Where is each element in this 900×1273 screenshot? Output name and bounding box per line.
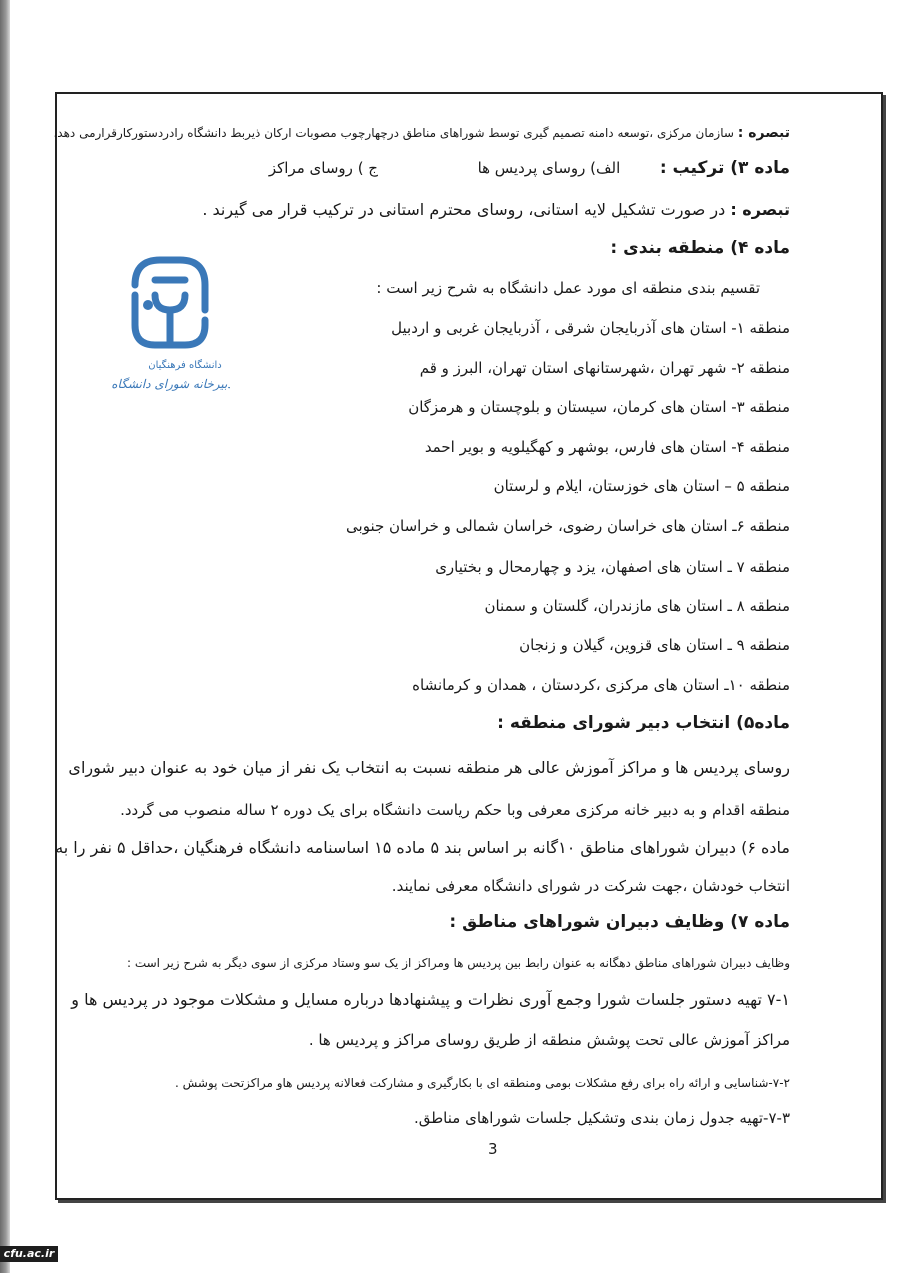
madeh-3 (269, 158, 790, 178)
region-item: منطقه ۵ – استان های خوزستان، ایلام و لرستان (493, 477, 790, 495)
footer-badge[interactable]: cfu.ac.ir (0, 1246, 58, 1262)
tabsareh-2 (202, 200, 790, 220)
tabsareh-2-text: در صورت تشکیل لایه استانی، روسای محترم استانی در ترکیب قرار می گیرند . (202, 200, 726, 219)
logo-text-line-2: دبیرخانه شورای دانشگاه (111, 377, 230, 391)
madeh-3-item-a: الف) روسای پردیس ها (477, 159, 621, 177)
region-item: منطقه ۲- شهر تهران ،شهرستانهای استان تهران، البرز و قم (419, 359, 790, 377)
madeh-7-item-3: ۷-۳-تهیه جدول زمان بندی وتشکیل جلسات شوراهای مناطق. (413, 1109, 790, 1127)
madeh-3-item-c: ج ) روسای مراکز (268, 159, 378, 177)
tabsareh-1 (53, 123, 790, 143)
madeh-6-line-2: انتخاب خودشان ،جهت شرکت در شورای دانشگاه معرفی نمایند. (391, 877, 790, 895)
madeh-7-intro: وظایف دبیران شوراهای مناطق دهگانه به عنوان رابط بین پردیس ها ومراکز از یک سو وستاد مرکزی از سوی دیگر به شرح زیر است : (126, 956, 790, 970)
madeh-7-item-1-line-2: مراکز آموزش عالی تحت پوشش منطقه از طریق روسای مراکز و پردیس ها . (308, 1031, 790, 1049)
madeh-4-title: ماده ۴) منطقه بندی : (610, 238, 790, 258)
tabsareh-1-label: تبصره : (737, 125, 790, 141)
region-item: منطقه ۱۰ـ استان های مرکزی ،کردستان ، همدان و کرمانشاه (412, 676, 790, 694)
page-number: 3 (488, 1140, 498, 1158)
region-item: منطقه ۱- استان های آذربایجان شرقی ، آذربایجان غربی و اردبیل (391, 319, 790, 337)
farhangian-university-logo-icon (110, 250, 230, 400)
region-item: منطقه ۹ ـ استان های قزوین، گیلان و زنجان (519, 636, 790, 654)
tabsareh-1-text: سازمان مرکزی ،توسعه دامنه تصمیم گیری توسط شوراهای مناطق درچهارچوب مصوبات ارکان ذیربط دانشگاه رادردستورکارقرارمی دهد. (53, 126, 734, 140)
region-item: منطقه ۷ ـ استان های اصفهان، یزد و چهارمحال و بختیاری (435, 558, 790, 576)
region-item: منطقه ۶ـ استان های خراسان رضوی، خراسان شمالی و خراسان جنوبی (346, 517, 790, 535)
madeh-5-line-1: روسای پردیس ها و مراکز آموزش عالی هر منطقه نسبت به انتخاب یک نفر از میان خود به عنوان دبیر شورای (68, 758, 790, 777)
madeh-7-item-1-line-1: ۷-۱ تهیه دستور جلسات شورا وجمع آوری نظرات و پیشنهادها درباره مسایل و مشکلات موجود در پردیس ها و (71, 990, 790, 1009)
madeh-5-title: ماده۵) انتخاب دبیر شورای منطقه : (497, 713, 790, 733)
madeh-4-intro: تقسیم بندی منطقه ای مورد عمل دانشگاه به شرح زیر است : (376, 279, 760, 297)
logo-text-line-1: دانشگاه فرهنگیان (148, 360, 222, 371)
region-item: منطقه ۴- استان های فارس، بوشهر و کهگیلویه و بویر احمد (424, 438, 790, 456)
madeh-7-item-2: ۷-۲-شناسایی و ارائه راه برای رفع مشکلات بومی ومنطقه ای با بکارگیری و مشارکت فعالانه پردیس هاو مراکزتحت پوشش . (174, 1076, 790, 1090)
madeh-7-title: ماده ۷) وظایف دبیران شوراهای مناطق : (449, 912, 790, 932)
madeh-5-line-2: منطقه اقدام و به دبیر خانه مرکزی معرفی وبا حکم ریاست دانشگاه برای یک دوره ۲ ساله منصوب می گردد. (120, 801, 790, 819)
region-item: منطقه ۸ ـ استان های مازندران، گلستان و سمنان (484, 597, 790, 615)
madeh-6-line-1: ماده ۶) دبیران شوراهای مناطق ۱۰گانه بر اساس بند ۵ ماده ۱۵ اساسنامه دانشگاه فرهنگیان ،حداقل ۵ نفر را به (55, 838, 790, 857)
region-item: منطقه ۳- استان های کرمان، سیستان و بلوچستان و هرمزگان (408, 398, 790, 416)
madeh-3-title: ماده ۳) ترکیب : (659, 158, 790, 178)
tabsareh-2-label: تبصره : (730, 200, 790, 219)
